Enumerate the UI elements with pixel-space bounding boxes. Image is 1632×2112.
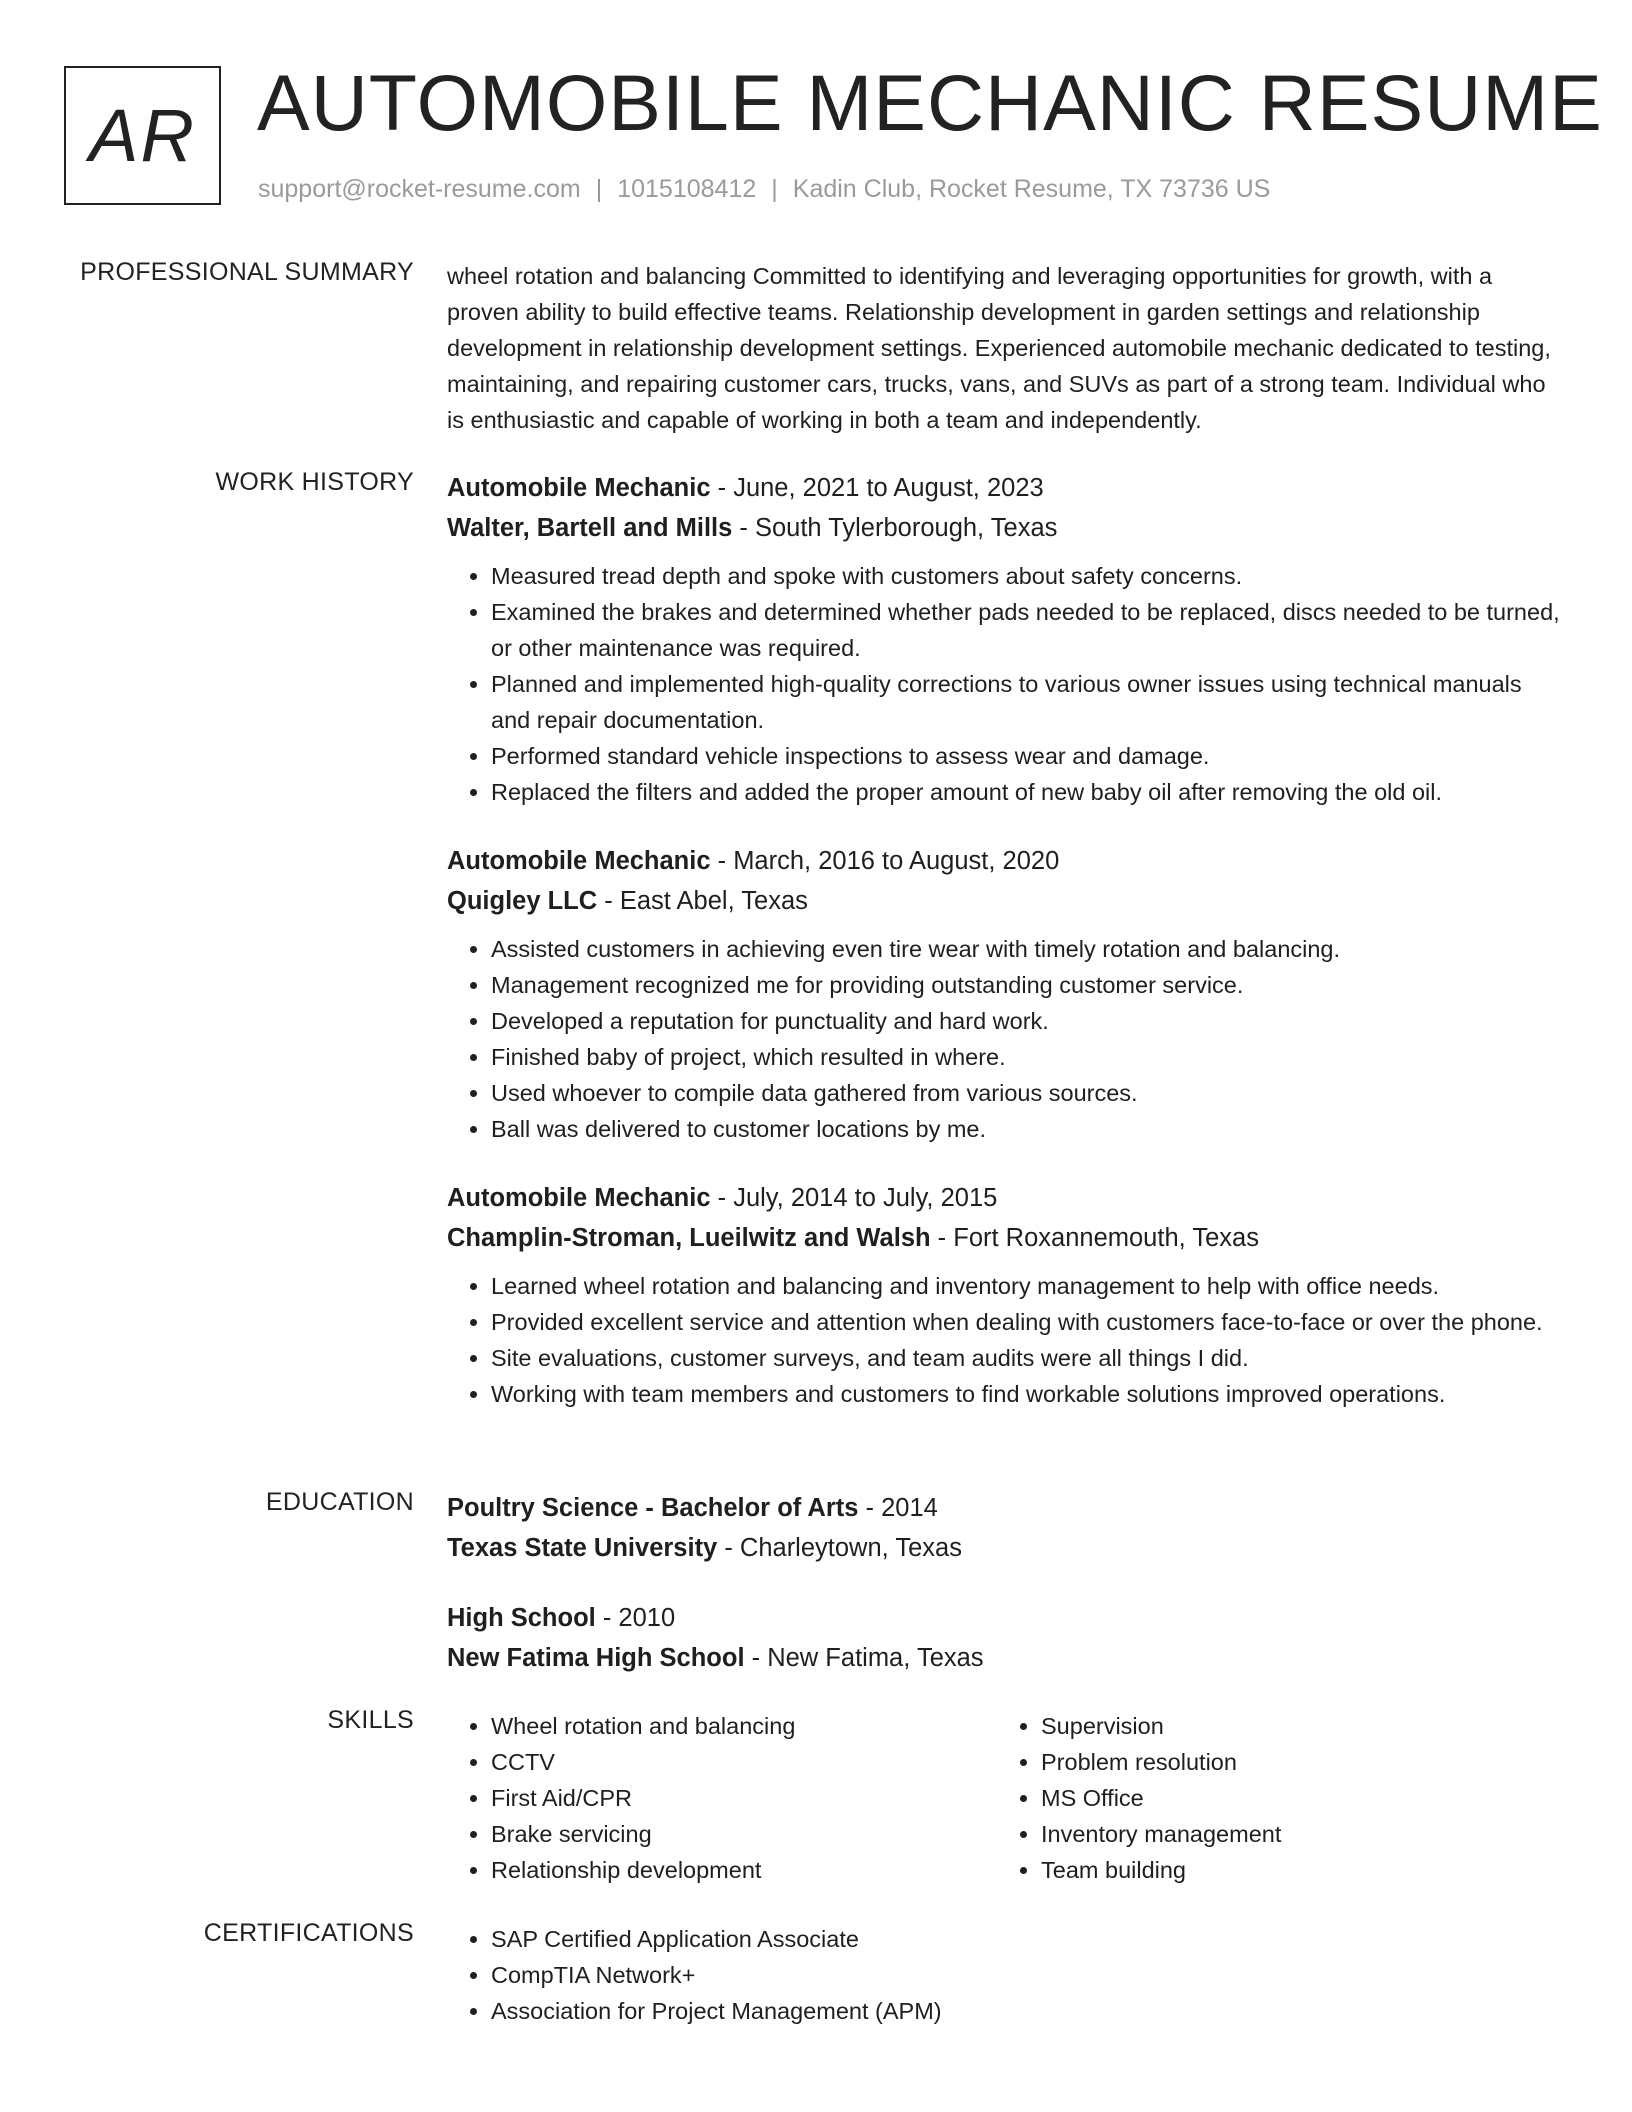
skill-item: • CCTV: [491, 1744, 997, 1780]
job-company: Champlin-Stroman, Lueilwitz and Walsh: [447, 1224, 931, 1252]
job-title-line: [447, 841, 1567, 881]
degree: High School: [447, 1604, 596, 1632]
contact-separator: |: [771, 175, 778, 203]
contact-email[interactable]: support@rocket-resume.com: [258, 175, 581, 203]
degree-year: - 2014: [858, 1494, 938, 1522]
section-label-summary: PROFESSIONAL SUMMARY: [80, 258, 414, 286]
job-company: Quigley LLC: [447, 887, 598, 915]
job-location: - Fort Roxannemouth, Texas: [930, 1224, 1259, 1252]
job-dates: - March, 2016 to August, 2020: [710, 847, 1060, 875]
job-dates: - June, 2021 to August, 2023: [710, 474, 1044, 502]
work-history-body: [447, 468, 1567, 1412]
degree-line: [447, 1488, 1567, 1528]
school-location: - Charleytown, Texas: [717, 1534, 962, 1562]
education-entry: [447, 1598, 1567, 1678]
skill-item: • Team building: [1041, 1852, 1547, 1888]
skills-column-left: [447, 1708, 997, 1888]
section-label-work-history: WORK HISTORY: [215, 468, 414, 496]
job-location: - South Tylerborough, Texas: [732, 514, 1058, 542]
contact-address: Kadin Club, Rocket Resume, TX 73736 US: [792, 175, 1271, 203]
certification-item: • CompTIA Network+: [491, 1957, 1567, 1993]
job-bullets: [447, 1268, 1567, 1412]
contact-phone[interactable]: 1015108412: [617, 175, 757, 203]
job-bullet: • Used whoever to compile data gathered from various sources.: [491, 1075, 1567, 1111]
job-bullet: • Planned and implemented high-quality corrections to various owner issues using technical manuals and repair documentation.: [491, 666, 1567, 738]
job-bullet: • Performed standard vehicle inspections to assess wear and damage.: [491, 738, 1567, 774]
skill-item: • First Aid/CPR: [491, 1780, 997, 1816]
job-title: Automobile Mechanic: [447, 1184, 711, 1212]
job-bullet: • Provided excellent service and attention when dealing with customers face-to-face or over the phone.: [491, 1304, 1567, 1340]
contact-separator: |: [595, 175, 603, 203]
certification-item: • Association for Project Management (APM): [491, 1993, 1567, 2029]
job-bullet: • Finished baby of project, which resulted in where.: [491, 1039, 1567, 1075]
job-bullet: • Learned wheel rotation and balancing and inventory management to help with office needs.: [491, 1268, 1567, 1304]
job-company-line: [447, 1218, 1567, 1258]
section-label-education: EDUCATION: [265, 1488, 414, 1516]
job-entry: [447, 1178, 1567, 1412]
school-line: [447, 1638, 1567, 1678]
job-bullet: • Management recognized me for providing outstanding customer service.: [491, 967, 1567, 1003]
job-title: Automobile Mechanic: [447, 474, 711, 502]
job-bullet: • Site evaluations, customer surveys, and team audits were all things I did.: [491, 1340, 1567, 1376]
initials-monogram: AR: [64, 66, 221, 205]
skills-body: [447, 1708, 1567, 1888]
job-bullets: [447, 558, 1567, 810]
contact-line: [258, 175, 1270, 204]
skill-item: • Brake servicing: [491, 1816, 997, 1852]
job-bullet: • Assisted customers in achieving even tire wear with timely rotation and balancing.: [491, 931, 1567, 967]
skill-item: • Inventory management: [1041, 1816, 1547, 1852]
job-company-line: [447, 508, 1567, 548]
school-name: Texas State University: [447, 1534, 718, 1562]
job-title: Automobile Mechanic: [447, 847, 711, 875]
job-bullets: [447, 931, 1567, 1147]
section-label-skills: SKILLS: [327, 1706, 414, 1734]
degree: Poultry Science - Bachelor of Arts: [447, 1494, 859, 1522]
school-name: New Fatima High School: [447, 1644, 745, 1672]
job-bullet: • Measured tread depth and spoke with customers about safety concerns.: [491, 558, 1567, 594]
school-line: [447, 1528, 1567, 1568]
job-bullet: • Working with team members and customers to find workable solutions improved operations.: [491, 1376, 1567, 1412]
skill-item: • Relationship development: [491, 1852, 997, 1888]
job-dates: - July, 2014 to July, 2015: [710, 1184, 998, 1212]
skill-item: • Problem resolution: [1041, 1744, 1547, 1780]
job-company: Walter, Bartell and Mills: [447, 514, 733, 542]
skill-item: • Wheel rotation and balancing: [491, 1708, 997, 1744]
section-label-certifications: CERTIFICATIONS: [203, 1919, 414, 1947]
job-location: - East Abel, Texas: [597, 887, 808, 915]
job-title-line: [447, 468, 1567, 508]
skills-column-right: [997, 1708, 1547, 1888]
job-entry: [447, 841, 1567, 1147]
degree-year: - 2010: [595, 1604, 676, 1632]
education-body: [447, 1488, 1567, 1678]
job-company-line: [447, 881, 1567, 921]
certification-item: • SAP Certified Application Associate: [491, 1921, 1567, 1957]
job-bullet: • Ball was delivered to customer locations by me.: [491, 1111, 1567, 1147]
certifications-body: [447, 1921, 1567, 2029]
certification-list: [447, 1921, 1567, 2029]
school-location: - New Fatima, Texas: [744, 1644, 984, 1672]
skill-item: • MS Office: [1041, 1780, 1547, 1816]
job-bullet: • Developed a reputation for punctuality and hard work.: [491, 1003, 1567, 1039]
summary-text: wheel rotation and balancing Committed to identifying and leveraging opportunities for growth, with a proven ability to build effective teams. Relationship development in garden settings and relationship development in relationship development settings. Experienced automobile mechanic dedicated to testing, maintaining, and repairing customer cars, trucks, vans, and SUVs as part of a strong team. Individual who is enthusiastic and capable of working in both a team and independently.: [447, 263, 1551, 433]
job-title-line: [447, 1178, 1567, 1218]
resume-title: AUTOMOBILE MECHANIC RESUME: [257, 58, 1603, 147]
degree-line: [447, 1598, 1567, 1638]
job-entry: [447, 468, 1567, 810]
job-bullet: • Replaced the filters and added the proper amount of new baby oil after removing the old oil.: [491, 774, 1567, 810]
education-entry: [447, 1488, 1567, 1568]
job-bullet: • Examined the brakes and determined whether pads needed to be replaced, discs needed to be turned, or other maintenance was required.: [491, 594, 1567, 666]
skill-item: • Supervision: [1041, 1708, 1547, 1744]
